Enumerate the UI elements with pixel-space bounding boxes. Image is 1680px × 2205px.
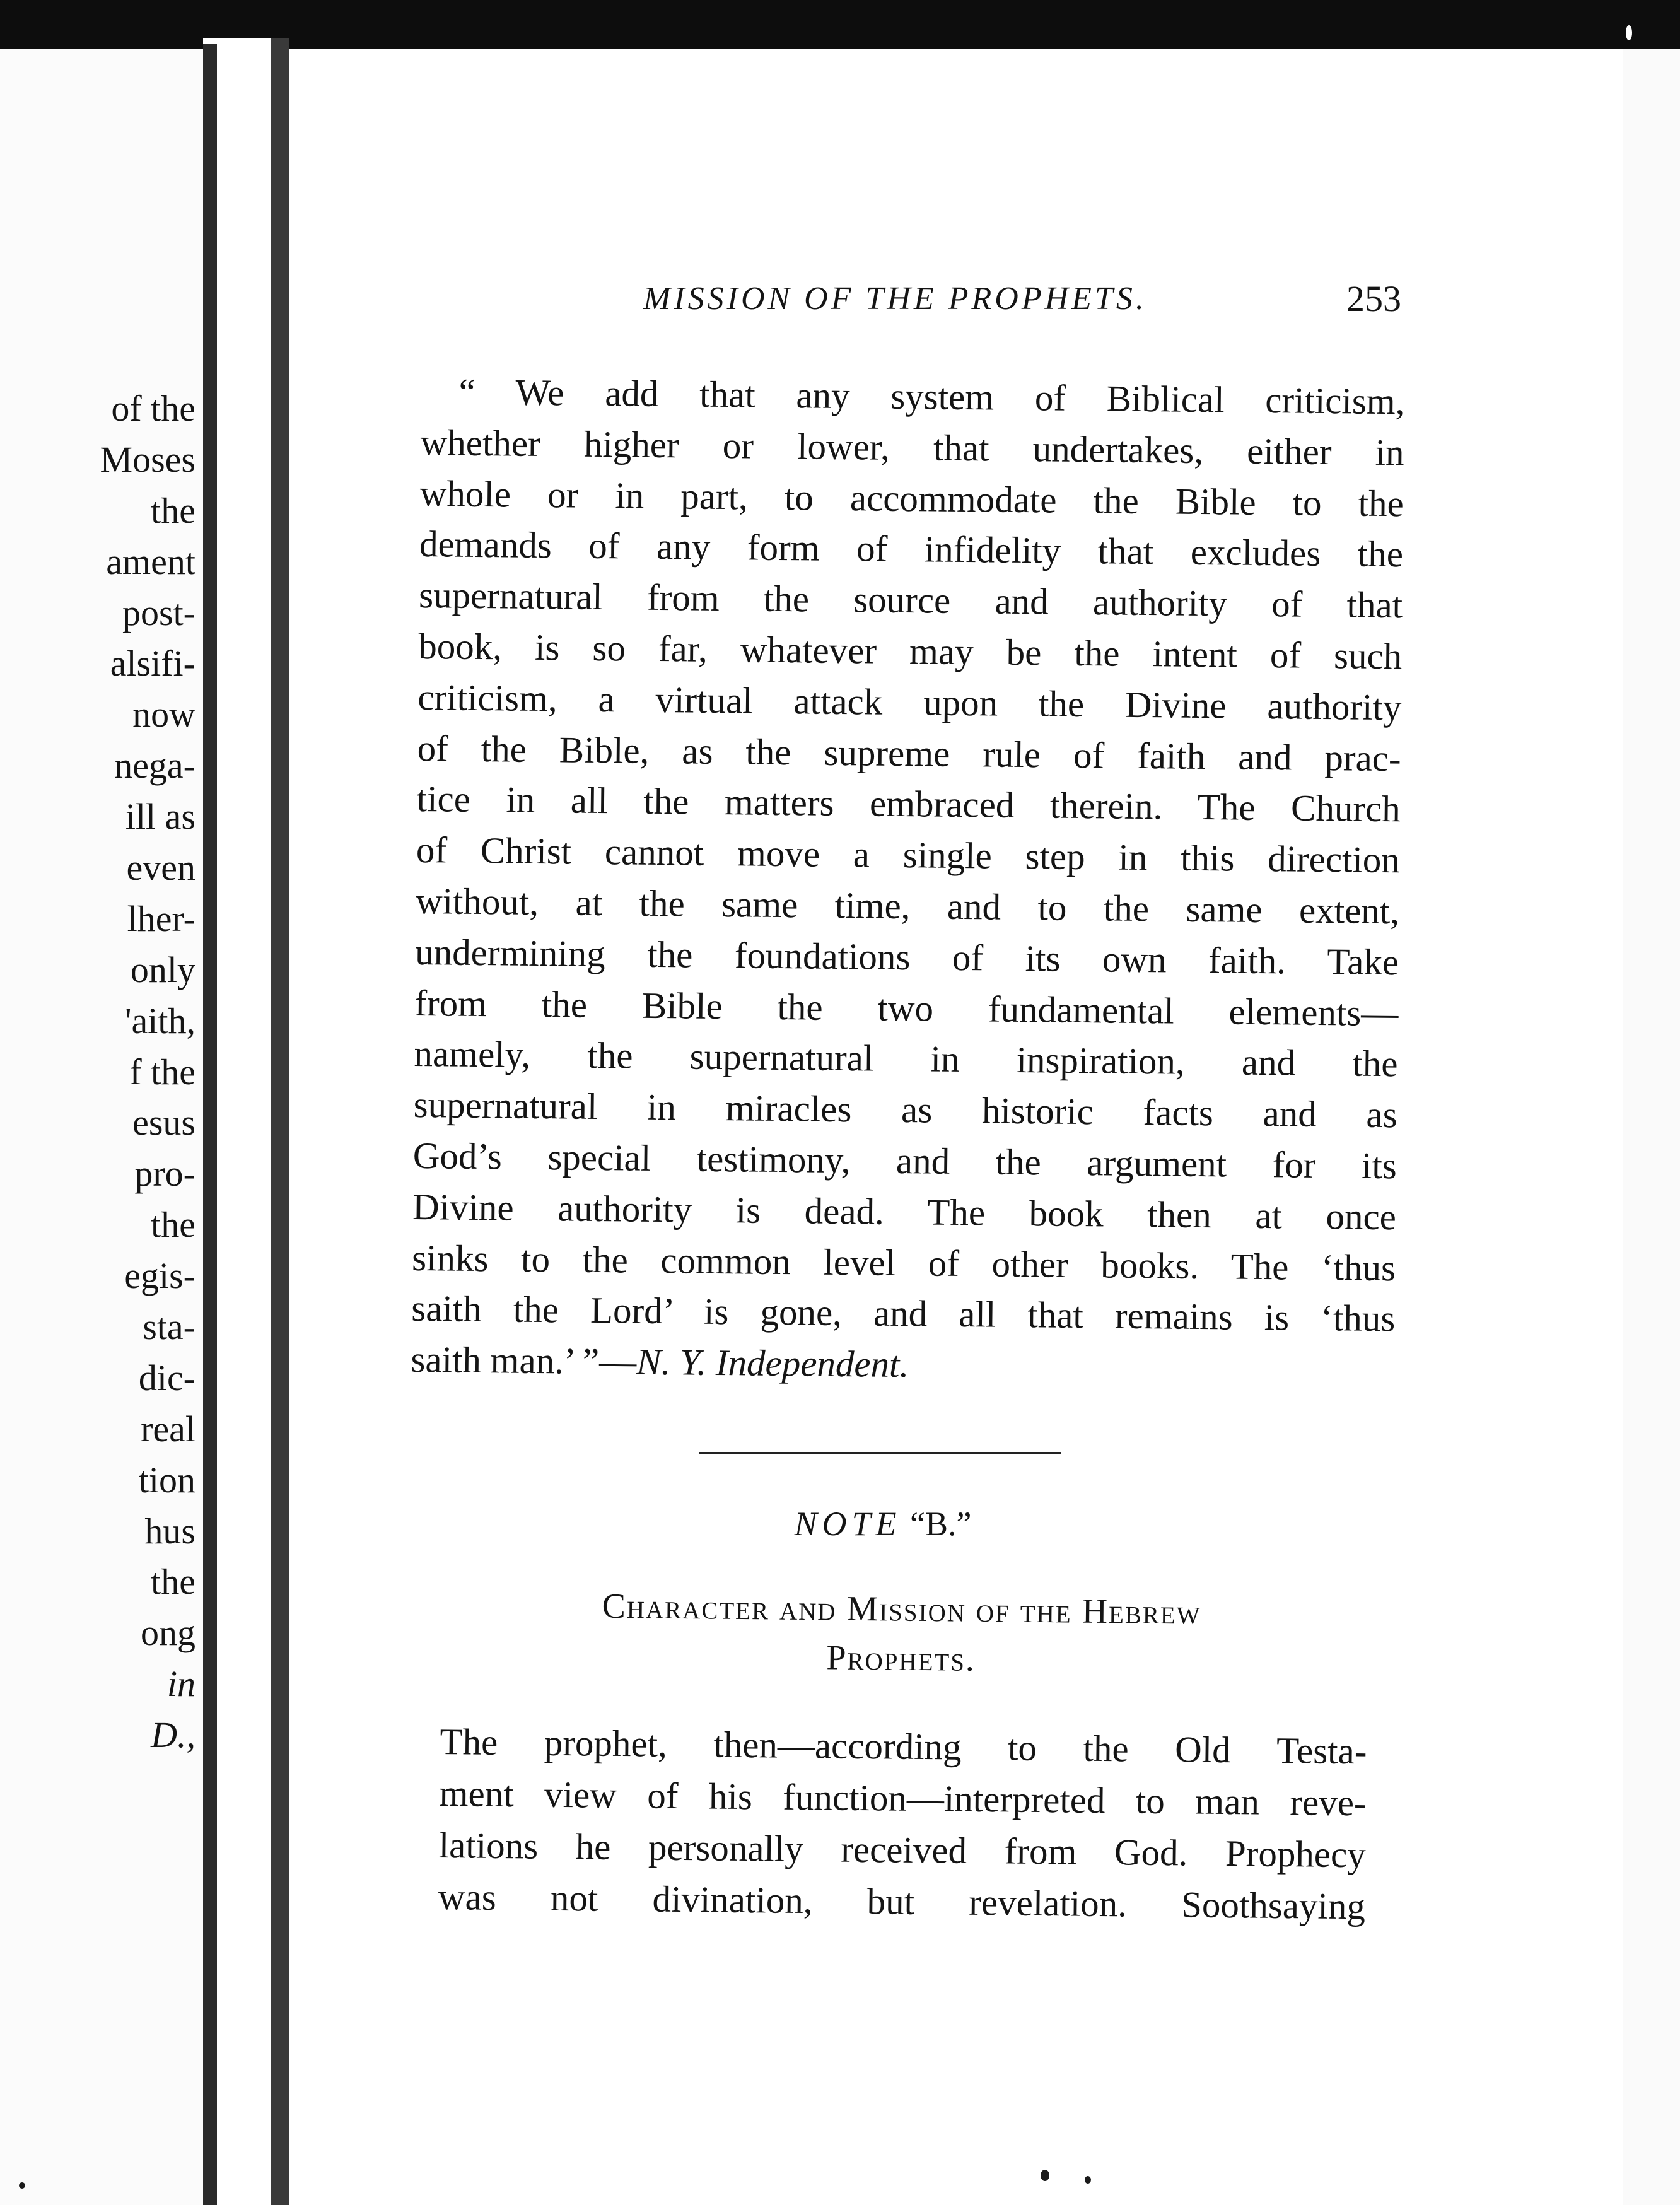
facing-page-line: dic- — [138, 1357, 195, 1398]
quote-line: Divine authority is dead. The book then at once — [412, 1185, 1397, 1238]
facing-page-line: lher- — [127, 898, 195, 939]
note-label: NOTE — [794, 1505, 902, 1543]
facing-page-line: nega- — [114, 745, 195, 787]
quote-line: of the Bible, as the supreme rule of faith and prac- — [417, 727, 1401, 779]
scan-speck — [19, 2182, 25, 2189]
facing-page-line: now — [132, 694, 195, 735]
scan-speck — [1041, 2170, 1049, 2181]
note-title — [631, 1504, 1135, 1543]
quote-last-line — [411, 1334, 1395, 1395]
quote-line: whether higher or lower, that undertakes, either in — [420, 421, 1404, 474]
facing-page-line: 'aith, — [125, 1000, 195, 1041]
quote-line: book, is so far, whatever may be the intent of such — [418, 624, 1403, 677]
facing-page-text — [0, 383, 195, 1761]
facing-page-line: real — [141, 1408, 195, 1449]
quote-line: namely, the supernatural in inspiration, and the — [414, 1032, 1398, 1085]
quote-line: whole or in part, to accommodate the Bible to the — [419, 472, 1404, 524]
running-head: MISSION OF THE PROPHETS. — [643, 281, 1147, 317]
scan-right-margin — [1623, 49, 1680, 2205]
facing-page-left — [0, 49, 203, 2205]
facing-page-line: ill as — [125, 796, 195, 838]
facing-page-line: sta- — [143, 1306, 195, 1348]
facing-page-line: pro- — [134, 1153, 195, 1195]
quote-line: “ We add that any system of Biblical criticism, — [458, 370, 1405, 423]
note-letter: “B.” — [910, 1505, 972, 1543]
quote-line: without, at the same time, and to the same extent, — [415, 879, 1400, 932]
quote-line: criticism, a virtual attack upon the Divine authority — [417, 676, 1402, 728]
body-line: The prophet, then—according to the Old Testa- — [440, 1720, 1367, 1772]
facing-page-line: f the — [129, 1051, 195, 1092]
facing-page-line: egis- — [124, 1255, 195, 1297]
quote-line: from the Bible the two fundamental elements— — [414, 981, 1399, 1034]
facing-page-line: ong — [141, 1612, 195, 1654]
facing-page-line: D., — [151, 1714, 195, 1756]
quote-closing-text: saith man.’ ”— — [411, 1338, 637, 1383]
quote-line: tice in all the matters embraced therein. The Church — [416, 778, 1401, 830]
facing-page-line: the — [151, 1561, 195, 1603]
facing-page-line: of the — [111, 388, 195, 429]
facing-page-line: the — [151, 1204, 195, 1246]
quote-line: saith the Lord’ is gone, and all that remains is ‘thus — [411, 1287, 1396, 1340]
gutter-shadow — [203, 44, 217, 2205]
body-line: lations he personally received from God. Prophecy — [438, 1823, 1367, 1876]
section-divider-rule — [699, 1452, 1061, 1454]
quotation-block — [411, 366, 1405, 1395]
facing-page-line: alsifi- — [110, 643, 195, 684]
quote-line: of Christ cannot move a single step in this direction — [416, 829, 1401, 881]
page-number: 253 — [1346, 278, 1401, 319]
body-line: ment view of his function—interpreted to man reve- — [439, 1772, 1367, 1824]
quote-attribution: N. Y. Independent. — [636, 1340, 909, 1386]
quote-line: supernatural in miracles as historic facts and as — [413, 1084, 1397, 1136]
facing-page-line: Moses — [100, 438, 195, 480]
facing-page-line: post- — [122, 592, 195, 633]
facing-page-line: tion — [138, 1459, 195, 1500]
facing-page-line: ament — [106, 541, 195, 582]
section-heading — [440, 1580, 1362, 1688]
scan-speck — [1626, 25, 1632, 40]
facing-page-line: esus — [132, 1102, 195, 1143]
facing-page-line: in — [166, 1663, 195, 1705]
quote-line: demands of any form of infidelity that excludes the — [419, 523, 1404, 575]
facing-page-line: even — [126, 847, 195, 889]
facing-page-line: only — [130, 949, 195, 990]
quote-line: God’s special testimony, and the argument for its — [412, 1134, 1397, 1187]
quote-line: undermining the foundations of its own faith. Take — [414, 930, 1399, 983]
body-paragraph — [438, 1716, 1367, 1932]
scan-speck — [1085, 2176, 1091, 2184]
section-heading-line: Character and Mission of the Hebrew — [602, 1586, 1201, 1632]
gutter-edge — [271, 38, 289, 2205]
section-heading-line: Prophets. — [826, 1638, 976, 1679]
facing-page-line: hus — [144, 1510, 195, 1552]
body-line: was not divination, but revelation. Soothsaying — [438, 1875, 1366, 1927]
facing-page-line: the — [151, 489, 195, 531]
quote-line: sinks to the common level of other books. The ‘thus — [411, 1236, 1396, 1289]
quote-line: supernatural from the source and authority of that — [418, 574, 1403, 626]
